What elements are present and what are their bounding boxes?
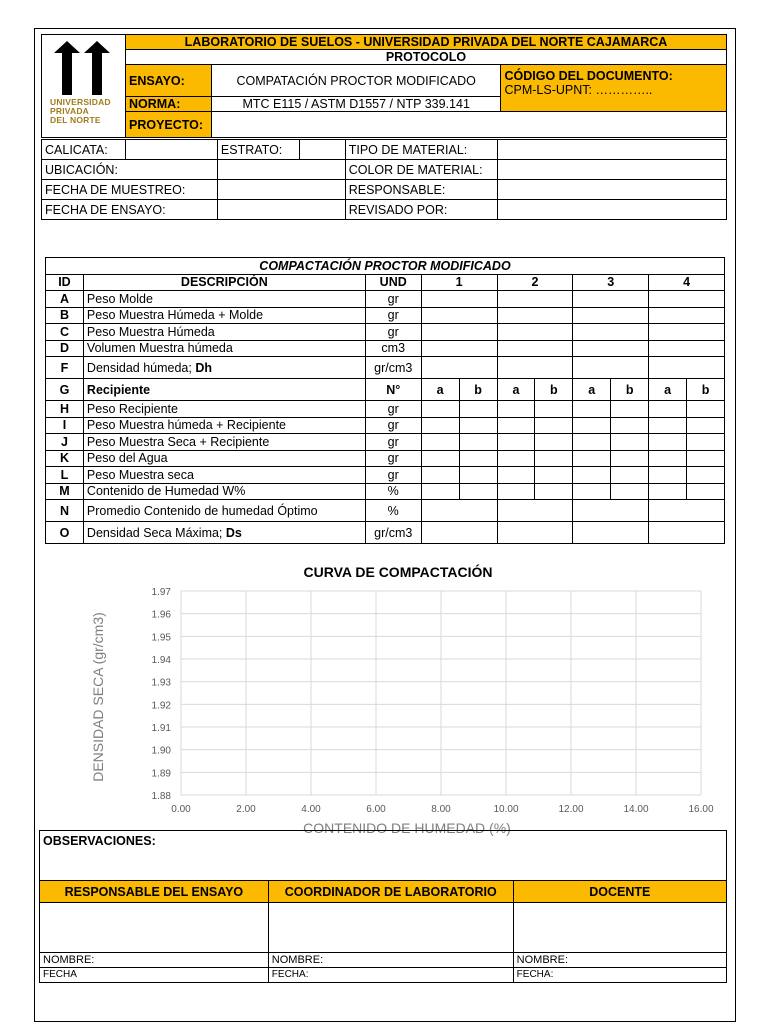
row-description-text: Volumen Muestra húmeda (86, 341, 233, 356)
y-tick-label: 1.95 (151, 632, 171, 644)
y-tick-label: 1.93 (151, 677, 171, 689)
value-cell-m-6[interactable] (611, 483, 649, 500)
x-axis-label: CONTENIDO DE HUMEDAD (%) (303, 820, 511, 836)
value-cell-n-4[interactable] (649, 500, 725, 522)
value-cell-k-1[interactable] (421, 450, 459, 467)
row-description-text: Peso Recipiente (86, 401, 178, 416)
table-row (46, 417, 725, 434)
row-description-text: Densidad Seca Máxima; (86, 525, 226, 540)
y-tick-label: 1.88 (151, 791, 171, 802)
value-cell-k-2[interactable] (459, 450, 497, 467)
value-cell-a-4[interactable] (649, 291, 725, 308)
value-cell-i-7[interactable] (649, 417, 687, 434)
row-unit-o: gr/cm3 (365, 522, 421, 544)
value-cell-h-4[interactable] (535, 401, 573, 418)
row-description-o (83, 522, 365, 544)
row-unit-h: gr (365, 401, 421, 418)
value-cell-k-3[interactable] (497, 450, 535, 467)
value-cell-n-2[interactable] (497, 500, 573, 522)
chart-title: CURVA DE COMPACTACIÓN (303, 564, 493, 580)
column-header-trial-1: 1 (421, 274, 497, 291)
row-description-d (83, 340, 365, 357)
value-cell-f-1[interactable] (421, 357, 497, 379)
value-cell-m-8[interactable] (687, 483, 725, 500)
value-cell-a-1[interactable] (421, 291, 497, 308)
row-description-symbol: Dh (195, 360, 212, 375)
value-cell-h-8[interactable] (687, 401, 725, 418)
row-description-text: Peso Muestra Húmeda (86, 324, 215, 339)
value-cell-k-4[interactable] (535, 450, 573, 467)
table-row (46, 467, 725, 484)
value-cell-o-4[interactable] (649, 522, 725, 544)
observaciones-label: OBSERVACIONES: (43, 834, 156, 848)
table-row (46, 379, 725, 401)
value-cell-f-3[interactable] (573, 357, 649, 379)
norma-label: NORMA: (125, 97, 211, 112)
subcolumn-label-6: b (611, 379, 649, 401)
row-id-c: C (46, 324, 84, 341)
estrato-field[interactable] (299, 140, 345, 160)
fecha-muestreo-label: FECHA DE MUESTREO: (42, 180, 218, 200)
row-id-o: O (46, 522, 84, 544)
row-description-j (83, 434, 365, 451)
subcolumn-label-1: a (421, 379, 459, 401)
value-cell-j-1[interactable] (421, 434, 459, 451)
fecha-muestreo-field[interactable] (217, 180, 345, 200)
docente-fecha[interactable]: FECHA: (513, 968, 726, 983)
logo-text (50, 98, 111, 125)
row-description-i (83, 417, 365, 434)
value-cell-k-7[interactable] (649, 450, 687, 467)
document-code-cell (501, 65, 727, 112)
docente-signature-box[interactable] (513, 903, 726, 953)
row-description-f (83, 357, 365, 379)
chart-grid (181, 591, 701, 795)
table-row (46, 324, 725, 341)
x-tick-label: 14.00 (623, 804, 649, 815)
row-id-d: D (46, 340, 84, 357)
x-tick-label: 12.00 (558, 804, 584, 815)
responsable-nombre[interactable]: NOMBRE: (40, 953, 269, 968)
column-header-descripcion: DESCRIPCIÓN (83, 274, 365, 291)
row-unit-l: gr (365, 467, 421, 484)
x-tick-label: 16.00 (688, 804, 714, 815)
row-unit-g: N° (365, 379, 421, 401)
ensayo-value: COMPATACIÓN PROCTOR MODIFICADO (211, 65, 501, 97)
tipo-material-label: TIPO DE MATERIAL: (345, 140, 497, 160)
row-id-k: K (46, 450, 84, 467)
value-cell-b-1[interactable] (421, 307, 497, 324)
value-cell-m-4[interactable] (535, 483, 573, 500)
value-cell-j-7[interactable] (649, 434, 687, 451)
value-cell-i-4[interactable] (535, 417, 573, 434)
docente-nombre[interactable]: NOMBRE: (513, 953, 726, 968)
compaction-curve-chart (85, 559, 725, 836)
table-row (46, 500, 725, 522)
row-unit-d: cm3 (365, 340, 421, 357)
value-cell-m-2[interactable] (459, 483, 497, 500)
fecha-ensayo-label: FECHA DE ENSAYO: (42, 200, 218, 220)
row-unit-j: gr (365, 434, 421, 451)
row-unit-f: gr/cm3 (365, 357, 421, 379)
y-tick-label: 1.96 (151, 609, 171, 621)
value-cell-m-7[interactable] (649, 483, 687, 500)
value-cell-m-3[interactable] (497, 483, 535, 500)
value-cell-c-1[interactable] (421, 324, 497, 341)
responsable-ensayo-header: RESPONSABLE DEL ENSAYO (40, 881, 269, 903)
upn-logo-icon (50, 39, 116, 95)
value-cell-o-3[interactable] (573, 522, 649, 544)
coordinador-fecha[interactable]: FECHA: (268, 968, 513, 983)
value-cell-j-6[interactable] (611, 434, 649, 451)
value-cell-i-3[interactable] (497, 417, 535, 434)
column-header-id: ID (46, 274, 84, 291)
responsable-label: RESPONSABLE: (345, 180, 497, 200)
tipo-material-field[interactable] (497, 140, 726, 160)
subcolumn-label-7: a (649, 379, 687, 401)
proctor-title: COMPACTACIÓN PROCTOR MODIFICADO (46, 258, 725, 275)
row-unit-c: gr (365, 324, 421, 341)
row-id-m: M (46, 483, 84, 500)
y-tick-label: 1.89 (151, 768, 171, 780)
estrato-label: ESTRATO: (217, 140, 299, 160)
subcolumn-label-5: a (573, 379, 611, 401)
row-description-text: Peso Molde (86, 291, 153, 306)
value-cell-h-3[interactable] (497, 401, 535, 418)
coordinador-header: COORDINADOR DE LABORATORIO (268, 881, 513, 903)
row-id-n: N (46, 500, 84, 522)
responsable-field[interactable] (497, 180, 726, 200)
row-unit-n: % (365, 500, 421, 522)
norma-value: MTC E115 / ASTM D1557 / NTP 339.141 (211, 97, 501, 112)
value-cell-i-8[interactable] (687, 417, 725, 434)
value-cell-j-3[interactable] (497, 434, 535, 451)
logo-line-2: PRIVADA (50, 106, 90, 116)
column-header-trial-4: 4 (649, 274, 725, 291)
table-row (46, 401, 725, 418)
row-description-b (83, 307, 365, 324)
lab-title: LABORATORIO DE SUELOS - UNIVERSIDAD PRIVADA DEL NORTE CAJAMARCA (125, 35, 726, 50)
value-cell-o-1[interactable] (421, 522, 497, 544)
color-material-label: COLOR DE MATERIAL: (345, 160, 497, 180)
coordinador-signature-box[interactable] (268, 903, 513, 953)
value-cell-j-4[interactable] (535, 434, 573, 451)
logo-cell (42, 35, 126, 138)
row-id-h: H (46, 401, 84, 418)
row-id-i: I (46, 417, 84, 434)
value-cell-n-1[interactable] (421, 500, 497, 522)
table-row (46, 450, 725, 467)
row-description-text: Peso Muestra seca (86, 467, 194, 482)
value-cell-b-3[interactable] (573, 307, 649, 324)
y-axis-ticks (152, 587, 172, 802)
document-code-label: CÓDIGO DEL DOCUMENTO: (504, 69, 673, 83)
row-id-b: B (46, 307, 84, 324)
value-cell-k-5[interactable] (573, 450, 611, 467)
ubicacion-label: UBICACIÓN: (42, 160, 218, 180)
y-tick-label: 1.91 (151, 723, 171, 734)
calicata-field[interactable] (125, 140, 217, 160)
logo-line-1: UNIVERSIDAD (50, 97, 111, 107)
x-tick-label: 0.00 (171, 804, 191, 815)
x-tick-label: 2.00 (236, 804, 256, 815)
row-id-f: F (46, 357, 84, 379)
row-description-c (83, 324, 365, 341)
value-cell-i-2[interactable] (459, 417, 497, 434)
column-header-und: UND (365, 274, 421, 291)
value-cell-i-6[interactable] (611, 417, 649, 434)
value-cell-m-1[interactable] (421, 483, 459, 500)
row-unit-k: gr (365, 450, 421, 467)
table-row (46, 434, 725, 451)
table-row (46, 307, 725, 324)
value-cell-d-3[interactable] (573, 340, 649, 357)
value-cell-f-4[interactable] (649, 357, 725, 379)
ensayo-label: ENSAYO: (125, 65, 211, 97)
responsable-signature-box[interactable] (40, 903, 269, 953)
value-cell-j-5[interactable] (573, 434, 611, 451)
value-cell-a-3[interactable] (573, 291, 649, 308)
row-description-g: Recipiente (83, 379, 365, 401)
row-description-symbol: Ds (225, 525, 242, 540)
value-cell-l-2[interactable] (459, 467, 497, 484)
subcolumn-label-2: b (459, 379, 497, 401)
fecha-ensayo-field[interactable] (217, 200, 345, 220)
value-cell-i-5[interactable] (573, 417, 611, 434)
table-row (46, 522, 725, 544)
table-row (46, 483, 725, 500)
y-tick-label: 1.94 (151, 655, 171, 666)
proctor-table-body (46, 258, 725, 544)
responsable-fecha[interactable]: FECHA (40, 968, 269, 983)
subcolumn-label-3: a (497, 379, 535, 401)
row-id-l: L (46, 467, 84, 484)
revisado-field[interactable] (497, 200, 726, 220)
column-header-trial-2: 2 (497, 274, 573, 291)
value-cell-j-8[interactable] (687, 434, 725, 451)
value-cell-l-5[interactable] (573, 467, 611, 484)
x-tick-label: 10.00 (493, 804, 519, 815)
value-cell-o-2[interactable] (497, 522, 573, 544)
row-description-text: Contenido de Humedad W% (86, 484, 246, 499)
value-cell-l-8[interactable] (687, 467, 725, 484)
value-cell-j-2[interactable] (459, 434, 497, 451)
row-description-text: Peso Muestra húmeda + Recipiente (86, 418, 286, 433)
value-cell-c-3[interactable] (573, 324, 649, 341)
row-description-k (83, 450, 365, 467)
docente-header: DOCENTE (513, 881, 726, 903)
x-axis-ticks (171, 804, 714, 815)
row-unit-m: % (365, 483, 421, 500)
protocol-label: PROTOCOLO (125, 50, 726, 65)
subcolumn-label-8: b (687, 379, 725, 401)
value-cell-m-5[interactable] (573, 483, 611, 500)
row-description-text: Densidad húmeda; (86, 360, 196, 375)
value-cell-b-4[interactable] (649, 307, 725, 324)
revisado-label: REVISADO POR: (345, 200, 497, 220)
row-description-n (83, 500, 365, 522)
value-cell-d-4[interactable] (649, 340, 725, 357)
subcolumn-label-4: b (535, 379, 573, 401)
value-cell-c-4[interactable] (649, 324, 725, 341)
proyecto-value[interactable] (211, 112, 726, 138)
row-unit-b: gr (365, 307, 421, 324)
ubicacion-field[interactable] (217, 160, 345, 180)
value-cell-h-2[interactable] (459, 401, 497, 418)
value-cell-h-5[interactable] (573, 401, 611, 418)
row-description-text: Peso Muestra Húmeda + Molde (86, 308, 264, 323)
row-unit-a: gr (365, 291, 421, 308)
footer-table (39, 830, 727, 983)
value-cell-b-2[interactable] (497, 307, 573, 324)
row-description-h (83, 401, 365, 418)
table-row (46, 340, 725, 357)
value-cell-h-1[interactable] (421, 401, 459, 418)
observaciones-cell[interactable] (40, 831, 727, 881)
table-row (46, 291, 725, 308)
color-material-field[interactable] (497, 160, 726, 180)
row-description-text: Peso Muestra Seca + Recipiente (86, 434, 270, 449)
row-unit-i: gr (365, 417, 421, 434)
row-description-m (83, 483, 365, 500)
x-tick-label: 6.00 (366, 804, 386, 815)
value-cell-l-3[interactable] (497, 467, 535, 484)
protocol-sheet (34, 28, 736, 1022)
value-cell-d-1[interactable] (421, 340, 497, 357)
row-id-a: A (46, 291, 84, 308)
proctor-table (45, 257, 725, 544)
x-tick-label: 4.00 (301, 804, 321, 815)
y-tick-label: 1.97 (151, 587, 171, 598)
table-row (46, 357, 725, 379)
value-cell-k-8[interactable] (687, 450, 725, 467)
x-tick-label: 8.00 (431, 804, 451, 815)
y-tick-label: 1.90 (151, 745, 171, 757)
value-cell-k-6[interactable] (611, 450, 649, 467)
value-cell-f-2[interactable] (497, 357, 573, 379)
value-cell-d-2[interactable] (497, 340, 573, 357)
value-cell-n-3[interactable] (573, 500, 649, 522)
row-description-l (83, 467, 365, 484)
row-id-j: J (46, 434, 84, 451)
row-description-text: Peso del Agua (86, 451, 168, 466)
row-description-text: Promedio Contenido de humedad Óptimo (86, 503, 318, 518)
row-description-a (83, 291, 365, 308)
logo-line-3: DEL NORTE (50, 115, 101, 125)
sample-info-table (41, 139, 727, 220)
column-header-trial-3: 3 (573, 274, 649, 291)
value-cell-h-7[interactable] (649, 401, 687, 418)
value-cell-l-6[interactable] (611, 467, 649, 484)
value-cell-a-2[interactable] (497, 291, 573, 308)
value-cell-i-1[interactable] (421, 417, 459, 434)
value-cell-c-2[interactable] (497, 324, 573, 341)
y-tick-label: 1.92 (151, 700, 171, 712)
proyecto-label: PROYECTO: (125, 112, 211, 138)
value-cell-l-1[interactable] (421, 467, 459, 484)
university-logo (42, 35, 124, 137)
row-id-g: G (46, 379, 84, 401)
value-cell-l-7[interactable] (649, 467, 687, 484)
calicata-label: CALICATA: (42, 140, 126, 160)
coordinador-nombre[interactable]: NOMBRE: (268, 953, 513, 968)
value-cell-h-6[interactable] (611, 401, 649, 418)
document-code-value: CPM-LS-UPNT: ………….. (504, 83, 653, 97)
header-table (41, 34, 727, 138)
value-cell-l-4[interactable] (535, 467, 573, 484)
y-axis-label: DENSIDAD SECA (gr/cm3) (90, 612, 106, 782)
